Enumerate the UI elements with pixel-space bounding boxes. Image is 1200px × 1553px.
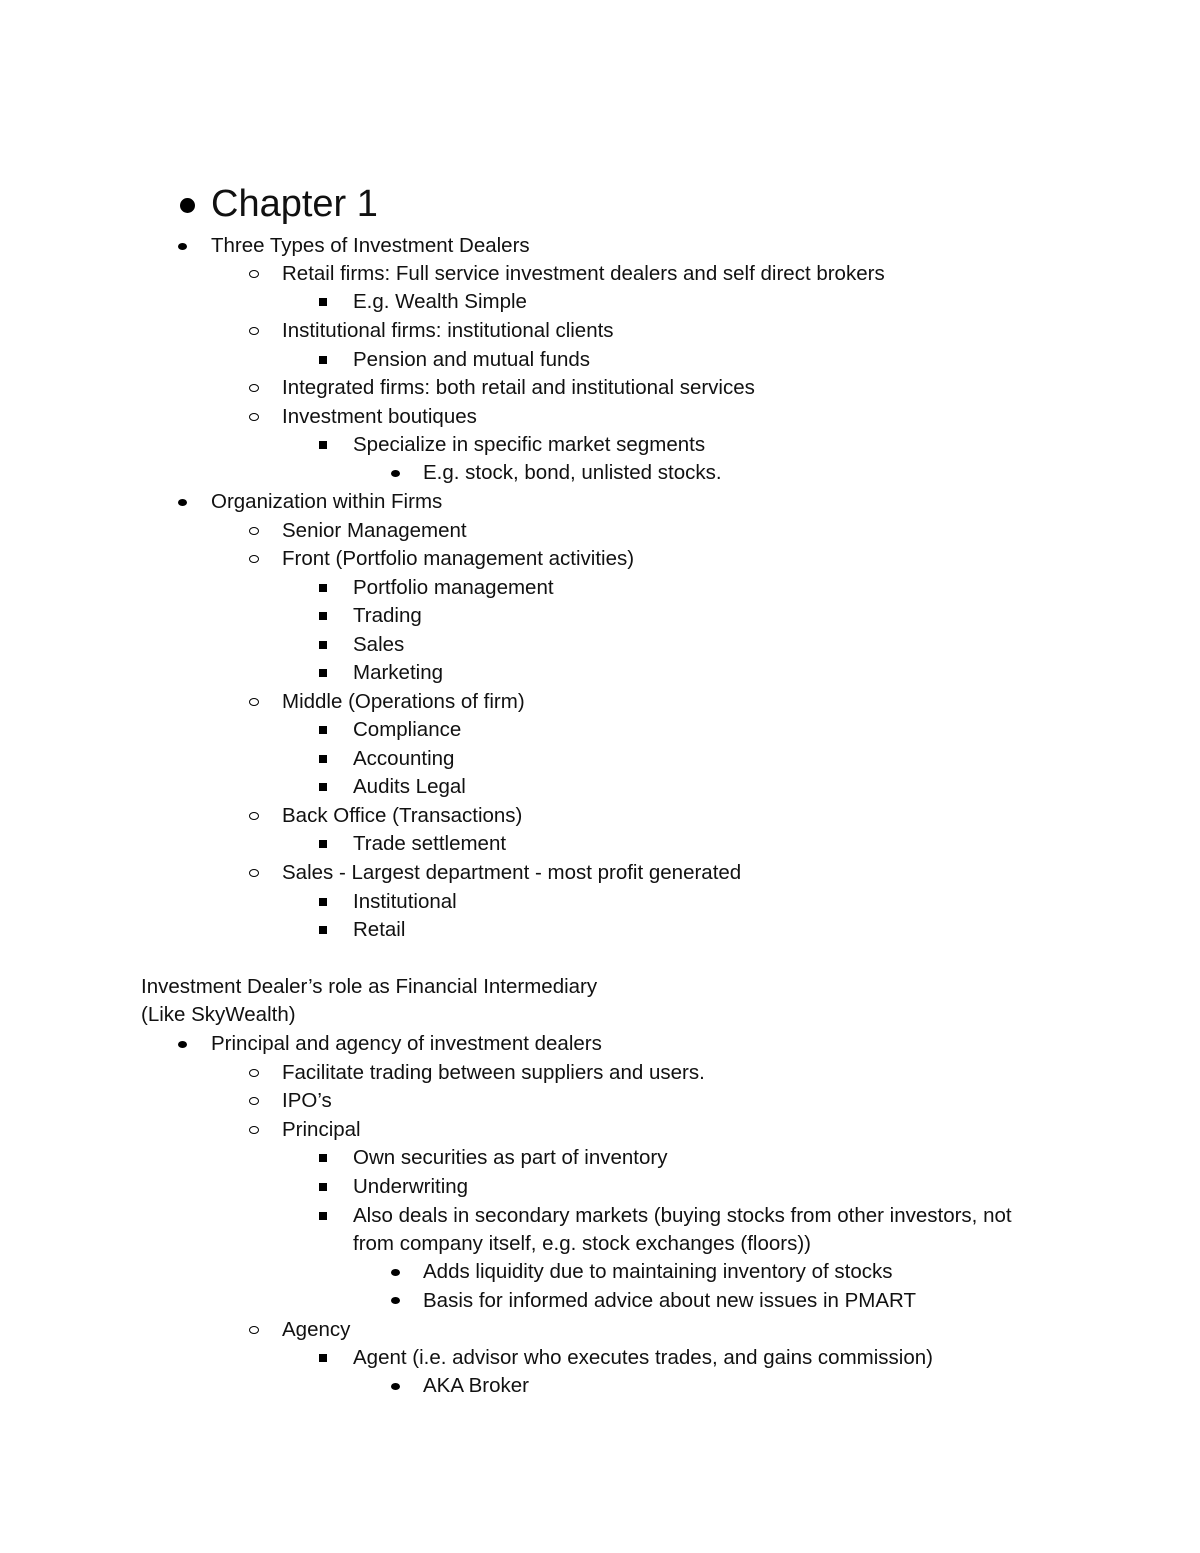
list-item: Organization within Firms [211, 490, 443, 513]
bullet-square-icon [319, 755, 327, 763]
list-item: Investment boutiques [282, 405, 477, 428]
bullet-circle-icon [249, 1097, 259, 1105]
list-item: Facilitate trading between suppliers and users. [282, 1061, 705, 1084]
bullet-circle-icon [249, 384, 259, 392]
bullet-circle-icon [249, 1326, 259, 1334]
list-item: Compliance [353, 718, 462, 741]
bullet-square-icon [319, 926, 327, 934]
list-item: Underwriting [353, 1175, 469, 1198]
bullet-circle-icon [249, 869, 259, 877]
page-title: Chapter 1 [211, 183, 378, 225]
bullet-disc-icon [178, 243, 187, 250]
list-item: IPO’s [282, 1089, 332, 1112]
bullet-circle-icon [249, 698, 259, 706]
list-item: Audits Legal [353, 775, 466, 798]
bullet-circle-icon [249, 527, 259, 535]
bullet-disc-icon [391, 1269, 400, 1276]
list-item: Three Types of Investment Dealers [211, 234, 530, 257]
bullet-square-icon [319, 356, 327, 364]
list-item: Back Office (Transactions) [282, 804, 523, 827]
bullet-circle-icon [249, 327, 259, 335]
list-item: Institutional [353, 890, 457, 913]
list-item: Trading [353, 604, 422, 627]
bullet-square-icon [319, 1154, 327, 1162]
bullet-circle-icon [249, 812, 259, 820]
bullet-square-icon [319, 1212, 327, 1220]
bullet-circle-icon [249, 1069, 259, 1077]
list-item: E.g. Wealth Simple [353, 290, 527, 313]
bullet-square-icon [319, 441, 327, 449]
bullet-circle-icon [249, 555, 259, 563]
bullet-square-icon [319, 641, 327, 649]
bullet-square-icon [319, 1354, 327, 1362]
list-item: Also deals in secondary markets (buying stocks from other investors, not from company itself, e.g. stock exchanges (floors)) [353, 1204, 1012, 1255]
list-item: Basis for informed advice about new issues in PMART [423, 1289, 916, 1312]
list-item: Senior Management [282, 519, 467, 542]
list-item: Principal and agency of investment dealers [211, 1032, 602, 1055]
list-item: Own securities as part of inventory [353, 1146, 668, 1169]
bullet-disc-icon [391, 1297, 400, 1304]
list-item: Agent (i.e. advisor who executes trades, and gains commission) [353, 1346, 933, 1369]
list-item: E.g. stock, bond, unlisted stocks. [423, 461, 722, 484]
heading-bullet-icon [180, 198, 195, 213]
bullet-circle-icon [249, 270, 259, 278]
list-item: Accounting [353, 747, 455, 770]
bullet-square-icon [319, 898, 327, 906]
list-item: Specialize in specific market segments [353, 433, 706, 456]
bullet-disc-icon [391, 1383, 400, 1390]
list-item: Principal [282, 1118, 361, 1141]
list-item: AKA Broker [423, 1374, 529, 1397]
list-item: Integrated firms: both retail and institutional services [282, 376, 755, 399]
bullet-square-icon [319, 840, 327, 848]
bullet-circle-icon [249, 413, 259, 421]
list-item: Institutional firms: institutional clients [282, 319, 614, 342]
list-item: Adds liquidity due to maintaining inventory of stocks [423, 1260, 893, 1283]
bullet-square-icon [319, 726, 327, 734]
list-item: Sales [353, 633, 405, 656]
bullet-square-icon [319, 298, 327, 306]
bullet-square-icon [319, 783, 327, 791]
bullet-disc-icon [178, 499, 187, 506]
bullet-disc-icon [391, 470, 400, 477]
list-item: Front (Portfolio management activities) [282, 547, 635, 570]
bullet-disc-icon [178, 1041, 187, 1048]
list-item: Agency [282, 1318, 351, 1341]
list-item: Sales - Largest department - most profit generated [282, 861, 742, 884]
list-item: Trade settlement [353, 832, 507, 855]
bullet-square-icon [319, 669, 327, 677]
list-item: Middle (Operations of firm) [282, 690, 525, 713]
paragraph-line: (Like SkyWealth) [141, 1003, 296, 1026]
bullet-square-icon [319, 612, 327, 620]
bullet-circle-icon [249, 1126, 259, 1134]
bullet-square-icon [319, 1183, 327, 1191]
paragraph-line: Investment Dealer’s role as Financial Intermediary [141, 975, 598, 998]
list-item: Pension and mutual funds [353, 348, 591, 371]
list-item: Marketing [353, 661, 444, 684]
list-item: Retail firms: Full service investment dealers and self direct brokers [282, 262, 885, 285]
list-item: Retail [353, 918, 406, 941]
list-item: Portfolio management [353, 576, 554, 599]
bullet-square-icon [319, 584, 327, 592]
